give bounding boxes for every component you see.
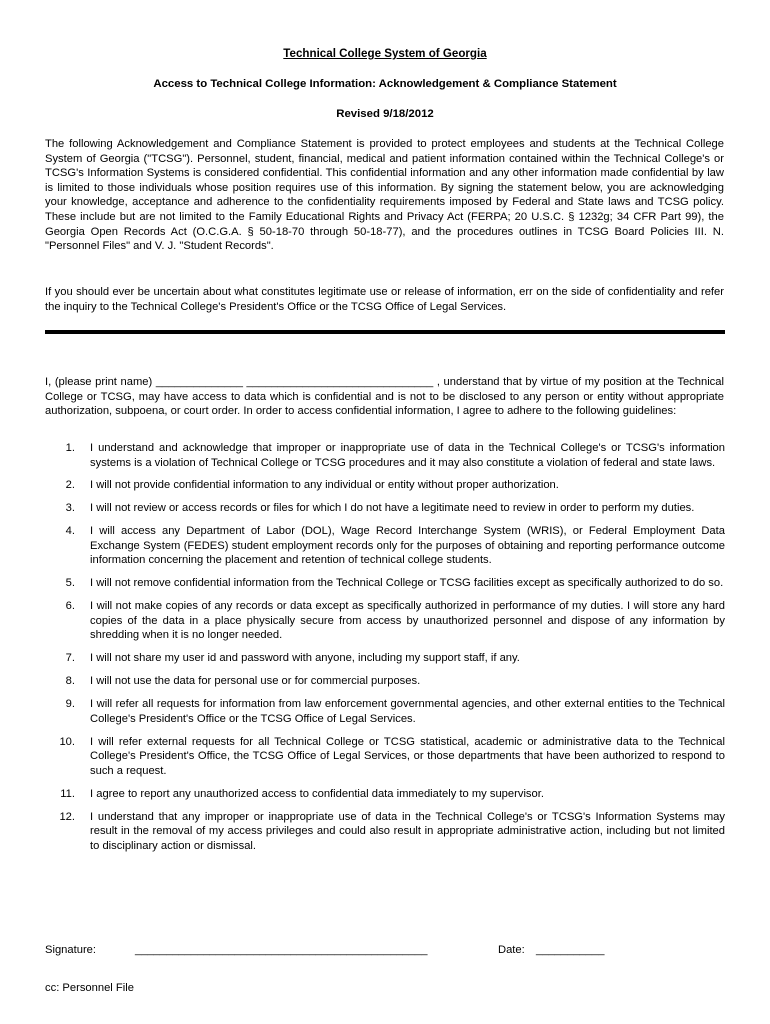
date-label: Date: <box>498 944 525 956</box>
list-item-number: 8. <box>65 675 75 688</box>
list-item-number: 12. <box>59 810 75 823</box>
list-item-number: 3. <box>65 502 75 515</box>
list-item-text: I agree to report any unauthorized access to confidential data immediately to my supervisor. <box>90 787 544 800</box>
list-item-text: I will not provide confidential information to any individual or entity without proper authorization. <box>90 479 559 492</box>
list-item-number: 2. <box>65 479 75 492</box>
revision-date: Revised 9/18/2012 <box>336 108 434 120</box>
list-item-number: 11. <box>60 787 75 800</box>
list-item <box>45 651 725 666</box>
list-item <box>45 735 725 779</box>
list-item <box>45 478 725 493</box>
list-item-number: 10. <box>59 735 75 748</box>
document-title: Technical College System of Georgia <box>283 47 487 60</box>
list-item <box>45 441 725 470</box>
cc-note: cc: Personnel File <box>45 982 134 994</box>
list-item-text: I will access any Department of Labor (DOL), Wage Record Interchange System (WRIS), or Federal Employment Data Exchange System (FEDES) student employment records only for the purposes of obtaining and reporting performance outcome information concerning the placement and retention of technical college students. <box>90 525 725 567</box>
guidelines-list <box>45 441 725 862</box>
list-item <box>45 501 725 516</box>
list-item-text: I will not use the data for personal use or for commercial purposes. <box>90 675 421 688</box>
uncertainty-paragraph: If you should ever be uncertain about what constitutes legitimate use or release of information, err on the side of confidentiality and refer the inquiry to the Technical College's President's Office or the TCSG Office of Legal Services. <box>45 286 724 313</box>
list-item-number: 5. <box>65 577 75 590</box>
list-item <box>45 524 725 568</box>
list-item-text: I understand that any improper or inappropriate use of data in the Technical College's or TCSG's Information Systems may result in the removal of my access privileges and could also result in appropriate administrative action, including but not limited to disciplinary action or dismissal. <box>90 810 725 852</box>
list-item <box>45 599 725 643</box>
list-item <box>45 697 725 726</box>
list-item-text: I will not remove confidential information from the Technical College or TCSG facilities except as specifically authorized to do so. <box>90 577 724 590</box>
list-item-text: I will not make copies of any records or data except as specifically authorized in performance of my duties. I will store any hard copies of the data in a place physically secure from access by unauthorized personnel and dispose of any information by shredding when it is no longer needed. <box>90 600 725 642</box>
signature-label: Signature: <box>45 944 96 956</box>
list-item-text: I will refer all requests for information from law enforcement governmental agencies, and other external entities to the Technical College's President's Office or the TCSG Office of Legal Services. <box>90 698 725 725</box>
purpose-paragraph: The following Acknowledgement and Compliance Statement is provided to protect employees and students at the Technical College System of Georgia ("TCSG"). Personnel, student, financial, medical and patient information contained within the Technical College's or TCSG's Information Systems is considered confidential. This confidential information and any other information made confidential by law is limited to those individuals whose position requires use of this information. By signing the statement below, you are acknowledging your knowledge, acceptance and adherence to the confidentiality requirements imposed by Federal and State laws and TCSG policy. These include but are not limited to the Family Educational Rights and Privacy Act (FERPA; 20 U.S.C. § 1232g; 34 CFR Part 99), the Georgia Open Records Act (O.C.G.A. § 50-18-70 through 50-18-77), and the procedures outlines in TCSG Board Policies III. N. "Personnel Files" and V. J. "Student Records". <box>45 138 724 253</box>
list-item-number: 9. <box>65 698 75 711</box>
list-item-number: 6. <box>65 600 75 613</box>
list-item-text: I will refer external requests for all Technical College or TCSG statistical, academic or administrative data to the Technical College's President's Office, the TCSG Office of Legal Services, or those departments that have been authorized to respond to such a request. <box>90 735 725 777</box>
list-item <box>45 674 725 689</box>
list-item <box>45 810 725 854</box>
list-item-number: 7. <box>65 652 75 665</box>
document-subtitle: Access to Technical College Information: Acknowledgement & Compliance Statement <box>153 78 617 90</box>
list-item-text: I will not review or access records or files for which I do not have a legitimate need to review in order to perform my duties. <box>90 502 695 515</box>
list-item <box>45 787 725 802</box>
acknowledgement-intro: I, (please print name) ______________ ______________________________ , understand that by virtue of my position at the Technical College or TCSG, may have access to data which is confidential and is not to be disclosed to any person or entity without appropriate authorization, subpoena, or court order. In order to access confidential information, I agree to adhere to the following guidelines: <box>45 376 724 418</box>
list-item-text: I understand and acknowledge that improper or inappropriate use of data in the Technical College's or TCSG's information systems is a violation of Technical College or TCSG procedures and it may also constitute a violation of federal and state laws. <box>90 442 725 469</box>
list-item-text: I will not share my user id and password with anyone, including my support staff, if any. <box>90 652 520 665</box>
date-line[interactable]: ___________ <box>536 944 605 956</box>
list-item-number: 1. <box>65 442 75 454</box>
section-divider <box>45 330 725 334</box>
signature-line[interactable]: _______________________________________________ <box>135 944 428 956</box>
list-item <box>45 576 725 591</box>
list-item-number: 4. <box>65 525 75 538</box>
